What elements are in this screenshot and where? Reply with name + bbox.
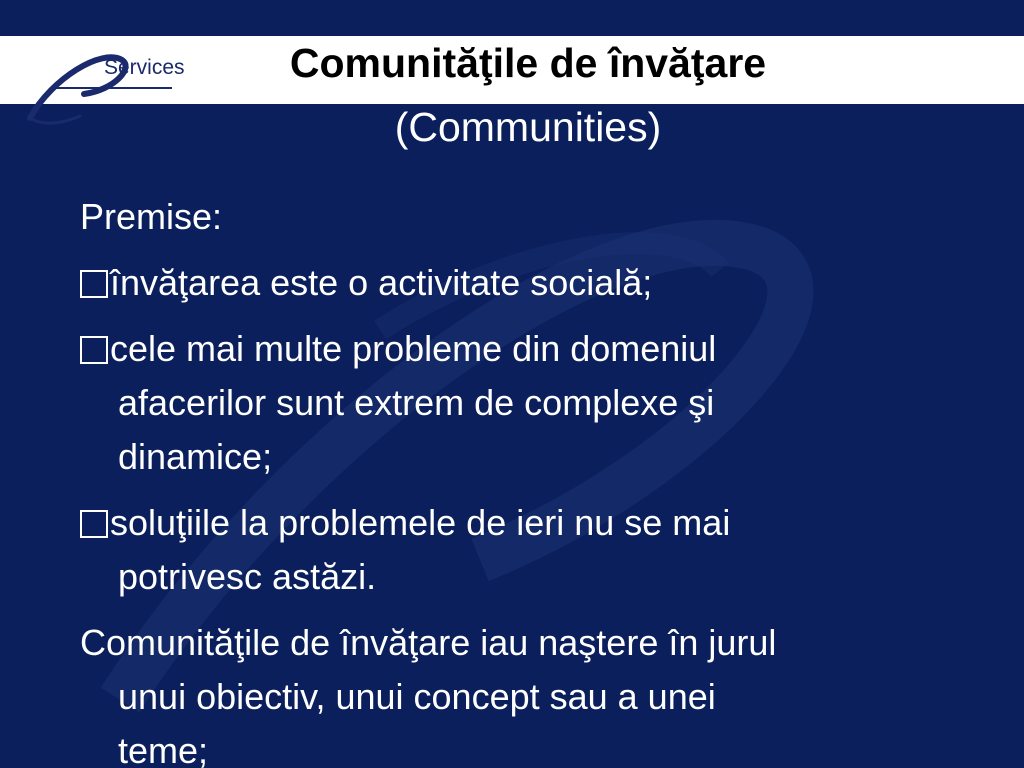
- bullet-text: învăţarea este o activitate socială;: [110, 262, 653, 303]
- bullet-text: potrivesc astăzi.: [118, 556, 377, 597]
- bullet-item: [80, 496, 980, 604]
- bullet-text: afacerilor sunt extrem de complexe şi: [118, 382, 715, 423]
- closing-text: teme;: [118, 730, 209, 768]
- closing-text: Comunităţile de învăţare iau naştere în jurul: [80, 622, 777, 663]
- logo-text: Services: [104, 56, 185, 79]
- square-bullet-icon: [80, 336, 108, 364]
- bullet-text: dinamice;: [118, 436, 273, 477]
- slide-title: Comunităţile de învăţare: [289, 40, 767, 86]
- premise-label: Premise:: [80, 196, 223, 237]
- e-services-logo-icon: [22, 38, 202, 130]
- bullet-text: cele mai multe probleme din domeniul: [110, 328, 717, 369]
- closing-paragraph: [80, 616, 980, 768]
- square-bullet-icon: [80, 510, 108, 538]
- bullet-text: soluţiile la problemele de ieri nu se mai: [110, 502, 731, 543]
- bullet-item: [80, 256, 980, 310]
- square-bullet-icon: [80, 270, 108, 298]
- bullet-item: [80, 322, 980, 484]
- closing-text: unui obiectiv, unui concept sau a unei: [118, 676, 716, 717]
- slide-subtitle: (Communities): [394, 104, 662, 150]
- slide-content: [80, 190, 980, 768]
